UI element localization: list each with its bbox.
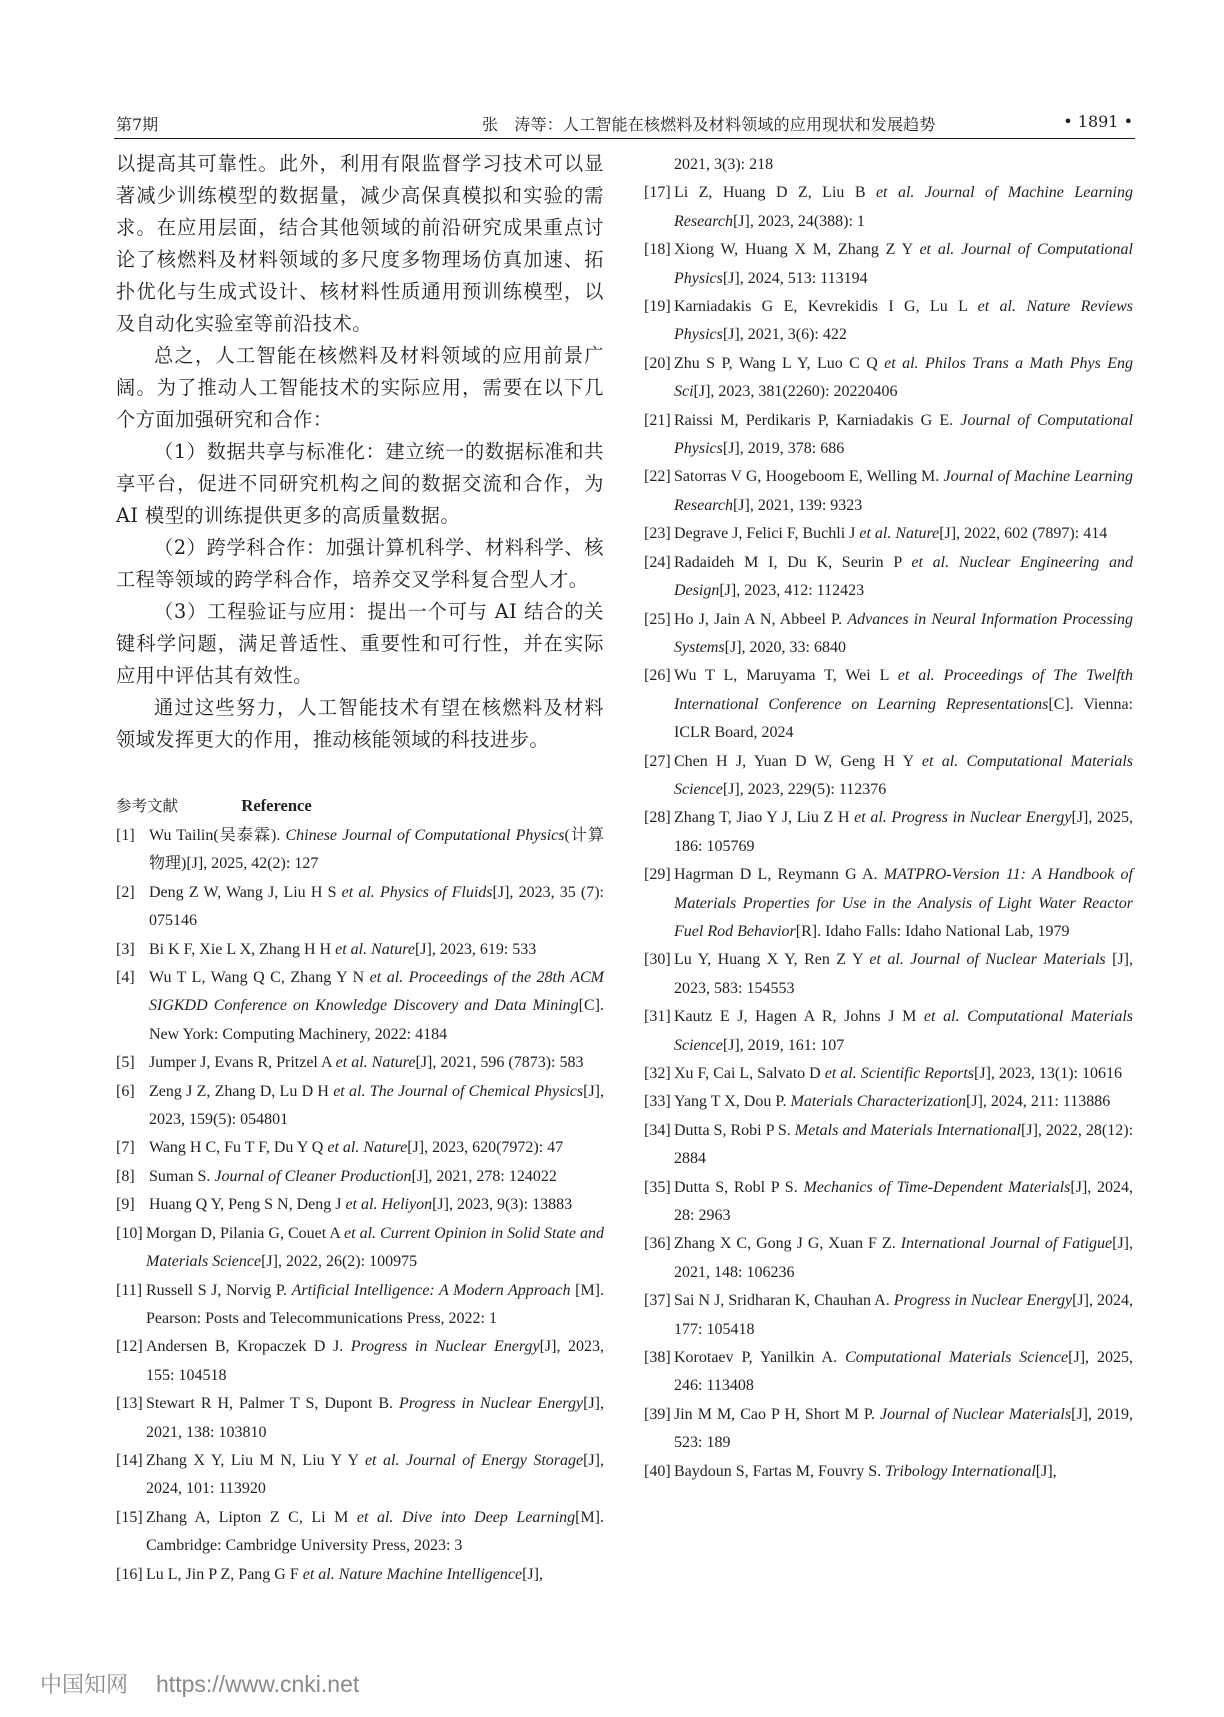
references-heading xyxy=(116,794,604,822)
reference-entry xyxy=(644,350,1133,407)
reference-authors: Sai N J, Sridharan K, Chauhan A. xyxy=(674,1292,894,1310)
reference-source: et al. Nature xyxy=(327,1139,408,1157)
reference-entry xyxy=(644,1344,1133,1401)
reference-entry xyxy=(116,1191,604,1219)
reference-entry xyxy=(116,879,604,936)
reference-entry xyxy=(644,463,1133,520)
reference-source: Mechanics of Time-Dependent Materials xyxy=(803,1178,1071,1196)
reference-entry xyxy=(644,179,1133,236)
reference-entry xyxy=(116,1220,604,1277)
reference-authors: Li Z, Huang D Z, Liu B xyxy=(674,184,876,202)
running-header xyxy=(114,110,1135,139)
reference-authors: Yang T X, Dou P. xyxy=(674,1093,791,1111)
reference-details: [J], 2023, 159(5): 054801 xyxy=(149,1082,605,1129)
reference-entry xyxy=(644,151,1133,179)
reference-source: Journal of Cleaner Production xyxy=(214,1167,412,1185)
reference-authors: Lu L, Jin P Z, Pang G F xyxy=(146,1565,303,1583)
reference-details: [J], 2023, 583: 154553 xyxy=(674,951,1133,997)
reference-entry xyxy=(116,822,604,879)
reference-details: [J], 2025, 186: 105769 xyxy=(674,809,1133,855)
reference-details: [J], 2021, 3(6): 422 xyxy=(722,326,847,344)
cnki-watermark xyxy=(40,1668,359,1699)
reference-details: [J], 2021, 596 (7873): 583 xyxy=(415,1054,584,1072)
reference-authors: Korotaev P, Yanilkin A. xyxy=(674,1349,846,1367)
reference-entry xyxy=(644,293,1133,350)
reference-number: [22] xyxy=(644,468,671,486)
body-paragraph: 总之，人工智能在核燃料及材料领域的应用前景广阔。为了推动人工智能技术的实际应用，需要在以下几个方面加强研究和合作： xyxy=(116,344,604,431)
watermark-brand: 中国知网 xyxy=(40,1673,129,1698)
reference-details: [J], 2023, 24(388): 1 xyxy=(732,212,865,230)
reference-details: [J], 2021, 139: 9323 xyxy=(732,496,863,514)
reference-details: [J], 2023, 381(2260): 20220406 xyxy=(693,383,898,401)
reference-number: [34] xyxy=(644,1121,671,1139)
reference-source: et al. Nature xyxy=(335,940,415,958)
reference-source: et al. Nature Reviews Physics xyxy=(674,298,1134,344)
reference-source: Progress in Nuclear Energy xyxy=(893,1292,1073,1310)
page-number: • 1891 • xyxy=(1063,112,1133,131)
reference-authors: Hagrman D L, Reymann G A. xyxy=(674,866,884,884)
reference-details: [J], 2024, 513: 113194 xyxy=(722,269,868,287)
reference-authors: Karniadakis G E, Kevrekidis I G, Lu L xyxy=(674,298,978,316)
reference-entry xyxy=(116,1333,604,1390)
reference-authors: Zeng J Z, Zhang D, Lu D H xyxy=(149,1082,334,1100)
reference-number: [4] xyxy=(116,969,135,987)
reference-details: [J], 2022, 28(12): 2884 xyxy=(674,1121,1134,1168)
reference-source: Progress in Nuclear Energy xyxy=(398,1395,584,1413)
watermark-url: https://www.cnki.net xyxy=(156,1671,360,1697)
reference-details: [J], 2024, 211: 113886 xyxy=(966,1093,1111,1111)
reference-number: [38] xyxy=(644,1349,671,1367)
reference-number: [18] xyxy=(644,241,671,259)
reference-authors: Huang Q Y, Peng S N, Deng J xyxy=(149,1196,346,1214)
reference-authors: Chen H J, Yuan D W, Geng H Y xyxy=(674,752,922,770)
reference-authors: Wu Tailin(吴泰霖). xyxy=(149,827,286,844)
reference-source: et al. Computational Materials Science xyxy=(674,752,1134,798)
running-title: 张 涛等：人工智能在核燃料及材料领域的应用现状和发展趋势 xyxy=(482,115,936,134)
reference-entry xyxy=(644,549,1133,606)
reference-authors: Raissi M, Perdikaris P, Karniadakis G E. xyxy=(674,411,961,429)
reference-details: [M]. Pearson: Posts and Telecommunications Press, 2022: 1 xyxy=(146,1281,605,1327)
reference-authors: Jin M M, Cao P H, Short M P. xyxy=(674,1405,881,1423)
reference-authors: Wu T L, Maruyama T, Wei L xyxy=(674,667,898,685)
reference-entry xyxy=(644,748,1133,805)
reference-number: [20] xyxy=(644,354,671,372)
reference-source: et al. Nature xyxy=(859,525,940,543)
reference-source: et al. Progress in Nuclear Energy xyxy=(854,809,1072,827)
reference-source: et al. Dive into Deep Learning xyxy=(356,1508,576,1526)
reference-source: et al. Journal of Computational Physics xyxy=(674,241,1133,287)
reference-source: Journal of Nuclear Materials xyxy=(880,1405,1072,1423)
reference-entry xyxy=(116,964,604,1049)
reference-entry xyxy=(116,1163,604,1191)
body-paragraph: （3）工程验证与应用：提出一个可与 AI 结合的关键科学问题，满足普适性、重要性和可行性，并在实际应用中评估其有效性。 xyxy=(116,600,604,687)
reference-entry xyxy=(116,1078,604,1135)
reference-source: Progress in Nuclear Energy xyxy=(350,1338,540,1356)
left-column xyxy=(116,148,604,1589)
reference-number: [39] xyxy=(644,1405,671,1423)
reference-number: [13] xyxy=(116,1395,143,1413)
reference-source: Journal of Computational Physics xyxy=(674,411,1133,458)
reference-source: Artificial Intelligence: A Modern Approach xyxy=(291,1281,571,1299)
reference-authors: Lu Y, Huang X Y, Ren Z Y xyxy=(674,951,870,969)
reference-authors: Deng Z W, Wang J, Liu H S xyxy=(149,883,342,901)
reference-number: [2] xyxy=(116,883,135,901)
reference-authors: Wang H C, Fu T F, Du Y Q xyxy=(149,1139,328,1157)
reference-number: [21] xyxy=(644,411,671,429)
reference-details: [J], xyxy=(522,1565,543,1583)
reference-source: et al. Proceedings of the 28th ACM SIGKDD Conference on Knowledge Discovery and Data Mining xyxy=(149,969,604,1015)
reference-number: [14] xyxy=(116,1451,143,1469)
reference-authors: Zhang T, Jiao Y J, Liu Z H xyxy=(674,809,855,827)
reference-entry xyxy=(644,1287,1133,1344)
reference-number: [17] xyxy=(644,184,671,202)
reference-entry xyxy=(644,1060,1133,1088)
reference-entry xyxy=(116,1390,604,1447)
reference-authors: Radaideh M I, Du K, Seurin P xyxy=(674,553,912,571)
reference-source: et al. Scientific Reports xyxy=(824,1065,975,1082)
reference-authors: Stewart R H, Palmer T S, Dupont B. xyxy=(146,1395,399,1413)
reference-source: et al. Current Opinion in Solid State and Materials Science xyxy=(146,1224,605,1271)
reference-authors: Kautz E J, Hagen A R, Johns J M xyxy=(674,1008,924,1026)
reference-number: [29] xyxy=(644,866,671,884)
reference-number: [1] xyxy=(116,827,135,844)
reference-details: [J], 2023, 13(1): 10616 xyxy=(974,1065,1122,1082)
issue-label: 第7期 xyxy=(116,115,159,134)
reference-source: Tribology International xyxy=(885,1462,1036,1480)
reference-entry xyxy=(644,1117,1133,1174)
reference-number: [27] xyxy=(644,752,671,770)
reference-number: [5] xyxy=(116,1054,135,1072)
reference-entry xyxy=(644,1230,1133,1287)
reference-source: et al. Computational Materials Science xyxy=(674,1008,1134,1054)
reference-details: [J], 2024, 101: 113920 xyxy=(146,1451,605,1498)
reference-authors: Suman S. xyxy=(149,1167,215,1185)
reference-number: [31] xyxy=(644,1008,671,1026)
references-heading-zh: 参考文献 xyxy=(116,797,179,815)
reference-details: [J], 2021, 278: 124022 xyxy=(411,1167,557,1185)
reference-entry xyxy=(116,1561,604,1589)
reference-source: MATPRO-Version 11: A Handbook of Materials Properties for Use in the Analysis of Light Water Reactor Fuel Rod Behavior xyxy=(674,866,1133,940)
reference-source: Computational Materials Science xyxy=(845,1349,1069,1367)
reference-details: [J], 2024, 177: 105418 xyxy=(674,1292,1134,1338)
reference-number: [23] xyxy=(644,525,671,543)
reference-number: [7] xyxy=(116,1139,135,1157)
reference-number: [36] xyxy=(644,1235,671,1253)
reference-number: [26] xyxy=(644,667,671,685)
reference-source: et al. The Journal of Chemical Physics xyxy=(333,1082,584,1100)
reference-number: [3] xyxy=(116,940,135,958)
reference-authors: Russell S J, Norvig P. xyxy=(146,1281,292,1299)
body-paragraph: （2）跨学科合作：加强计算机科学、材料科学、核工程等领域的跨学科合作，培养交叉学科复合型人才。 xyxy=(116,536,604,591)
reference-details: [J], 2023, 9(3): 13883 xyxy=(432,1196,573,1214)
reference-entry xyxy=(116,936,604,964)
reference-authors: Satorras V G, Hoogeboom E, Welling M. xyxy=(674,468,944,486)
reference-entry xyxy=(644,1088,1133,1116)
reference-source: et al. Philos Trans a Math Phys Eng Sci xyxy=(674,354,1133,401)
reference-number: [25] xyxy=(644,610,671,628)
reference-details: [R]. Idaho Falls: Idaho National Lab, 1979 xyxy=(795,922,1070,940)
reference-authors: Morgan D, Pilania G, Couet A xyxy=(146,1224,345,1242)
reference-source: et al. Journal of Energy Storage xyxy=(364,1451,584,1469)
reference-source: et al. Physics of Fluids xyxy=(341,883,493,901)
reference-number: [33] xyxy=(644,1093,671,1111)
reference-authors: Zhu S P, Wang L Y, Luo C Q xyxy=(674,354,885,372)
reference-details: [J], 2020, 33: 6840 xyxy=(724,638,846,656)
reference-entry xyxy=(644,1174,1133,1231)
reference-entry xyxy=(644,1003,1133,1060)
reference-entry xyxy=(644,407,1133,464)
right-column xyxy=(644,151,1133,1486)
reference-details: [J], 2023, 412: 112423 xyxy=(719,582,865,600)
reference-number: [8] xyxy=(116,1167,135,1185)
reference-details: [C]. Vienna: ICLR Board, 2024 xyxy=(674,695,1134,742)
reference-details: [J], 2019, 378: 686 xyxy=(722,440,845,458)
reference-authors: Degrave J, Felici F, Buchli J xyxy=(674,525,860,543)
reference-details: [J], 2023, 229(5): 112376 xyxy=(722,780,887,798)
reference-details: [J], 2019, 161: 107 xyxy=(722,1036,845,1054)
reference-number: [11] xyxy=(116,1281,143,1299)
body-paragraph: 以提高其可靠性。此外，利用有限监督学习技术可以显著减少训练模型的数据量，减少高保真模拟和实验的需求。在应用层面，结合其他领域的前沿研究成果重点讨论了核燃料及材料领域的多尺度多物理场仿真加速、拓扑优化与生成式设计、核材料性质通用预训练模型，以及自动化实验室等前沿技术。 xyxy=(116,152,604,335)
reference-authors: 2021, 3(3): 218 xyxy=(674,156,774,173)
reference-entry xyxy=(644,236,1133,293)
reference-source: et al. Nuclear Engineering and Design xyxy=(674,553,1133,600)
reference-details: [J], 2025, 246: 113408 xyxy=(674,1349,1134,1395)
reference-authors: Baydoun S, Fartas M, Fouvry S. xyxy=(674,1462,886,1480)
reference-number: [28] xyxy=(644,809,671,827)
body-paragraph: （1）数据共享与标准化：建立统一的数据标准和共享平台，促进不同研究机构之间的数据交流和合作，为 AI 模型的训练提供更多的高质量数据。 xyxy=(116,440,604,527)
reference-source: International Journal of Fatigue xyxy=(900,1235,1113,1253)
reference-details: [C]. New York: Computing Machinery, 2022: 4184 xyxy=(149,997,604,1043)
reference-source: et al. Journal of Nuclear Materials xyxy=(869,951,1106,969)
reference-details: [J], 2021, 148: 106236 xyxy=(674,1235,1134,1281)
reference-number: [9] xyxy=(116,1196,135,1214)
reference-number: [24] xyxy=(644,553,671,571)
reference-details: [J], 2023, 619: 533 xyxy=(414,940,537,958)
reference-source: Advances in Neural Information Processing Systems xyxy=(674,610,1134,656)
reference-number: [19] xyxy=(644,298,671,316)
reference-source: et al. Nature Machine Intelligence xyxy=(302,1565,523,1583)
reference-authors: Zhang X Y, Liu M N, Liu Y Y xyxy=(146,1451,365,1469)
reference-source: Chinese Journal of Computational Physics xyxy=(285,827,565,844)
reference-details: [J], 2021, 138: 103810 xyxy=(146,1395,604,1441)
reference-authors: Xiong W, Huang X M, Zhang Z Y xyxy=(674,241,920,259)
reference-entry xyxy=(116,1134,604,1162)
reference-authors: Dutta S, Robi P S. xyxy=(674,1121,795,1139)
reference-authors: Xu F, Cai L, Salvato D xyxy=(674,1065,825,1082)
reference-details: [J], 2023, 155: 104518 xyxy=(146,1338,604,1384)
reference-entry xyxy=(116,1504,604,1561)
reference-details: (计算物理)[J], 2025, 42(2): 127 xyxy=(149,827,604,873)
reference-entry xyxy=(644,606,1133,663)
reference-source: Materials Characterization xyxy=(790,1093,967,1111)
reference-source: Journal of Machine Learning Research xyxy=(674,468,1133,514)
reference-entry xyxy=(116,1049,604,1077)
reference-entry xyxy=(644,946,1133,1003)
reference-entry xyxy=(644,804,1133,861)
reference-details: [J], 2019, 523: 189 xyxy=(674,1405,1134,1452)
references-heading-en: Reference xyxy=(241,796,312,815)
reference-authors: Wu T L, Wang Q C, Zhang Y N xyxy=(149,969,370,987)
reference-entry xyxy=(644,662,1133,747)
reference-entry xyxy=(116,1277,604,1334)
reference-entry xyxy=(644,861,1133,946)
reference-number: [15] xyxy=(116,1508,143,1526)
reference-number: [10] xyxy=(116,1224,143,1242)
reference-source: et al. Nature xyxy=(335,1054,416,1072)
reference-entry xyxy=(116,1447,604,1504)
reference-source: Metals and Materials International xyxy=(794,1121,1022,1139)
reference-authors: Zhang A, Lipton Z C, Li M xyxy=(146,1508,357,1526)
reference-authors: Andersen B, Kropaczek D J. xyxy=(146,1338,351,1356)
reference-source: et al. Proceedings of The Twelfth International Conference on Learning Representations xyxy=(674,667,1133,713)
reference-list-right xyxy=(644,151,1133,1486)
reference-authors: Bi K F, Xie L X, Zhang H H xyxy=(149,940,336,958)
reference-number: [32] xyxy=(644,1065,671,1082)
reference-number: [40] xyxy=(644,1462,671,1480)
reference-authors: Ho J, Jain A N, Abbeel P. xyxy=(674,610,848,628)
reference-number: [37] xyxy=(644,1292,671,1310)
reference-details: [J], 2022, 602 (7897): 414 xyxy=(939,525,1108,543)
reference-entry xyxy=(644,520,1133,548)
reference-details: [M]. Cambridge: Cambridge University Press, 2023: 3 xyxy=(146,1508,604,1555)
reference-entry xyxy=(644,1401,1133,1458)
reference-details: [J], 2024, 28: 2963 xyxy=(674,1178,1134,1225)
reference-details: [J], 2022, 26(2): 100975 xyxy=(261,1253,418,1271)
reference-details: [J], 2023, 620(7972): 47 xyxy=(407,1139,564,1157)
reference-number: [35] xyxy=(644,1178,671,1196)
reference-number: [12] xyxy=(116,1338,143,1356)
reference-number: [6] xyxy=(116,1082,135,1100)
reference-list-left xyxy=(116,822,604,1589)
reference-source: et al. Heliyon xyxy=(345,1196,433,1214)
reference-entry xyxy=(644,1458,1133,1486)
body-paragraph: 通过这些努力，人工智能技术有望在核燃料及材料领域发挥更大的作用，推动核能领域的科技进步。 xyxy=(116,696,604,751)
reference-details: [J], xyxy=(1035,1462,1057,1480)
reference-details: [J], 2023, 35 (7): 075146 xyxy=(149,883,605,930)
reference-authors: Jumper J, Evans R, Pritzel A xyxy=(149,1054,336,1072)
reference-authors: Dutta S, Robl P S. xyxy=(674,1178,804,1196)
reference-source: et al. Journal of Machine Learning Research xyxy=(674,184,1134,230)
reference-authors: Zhang X C, Gong J G, Xuan F Z. xyxy=(674,1235,901,1253)
reference-number: [30] xyxy=(644,951,671,969)
reference-number: [16] xyxy=(116,1565,143,1583)
